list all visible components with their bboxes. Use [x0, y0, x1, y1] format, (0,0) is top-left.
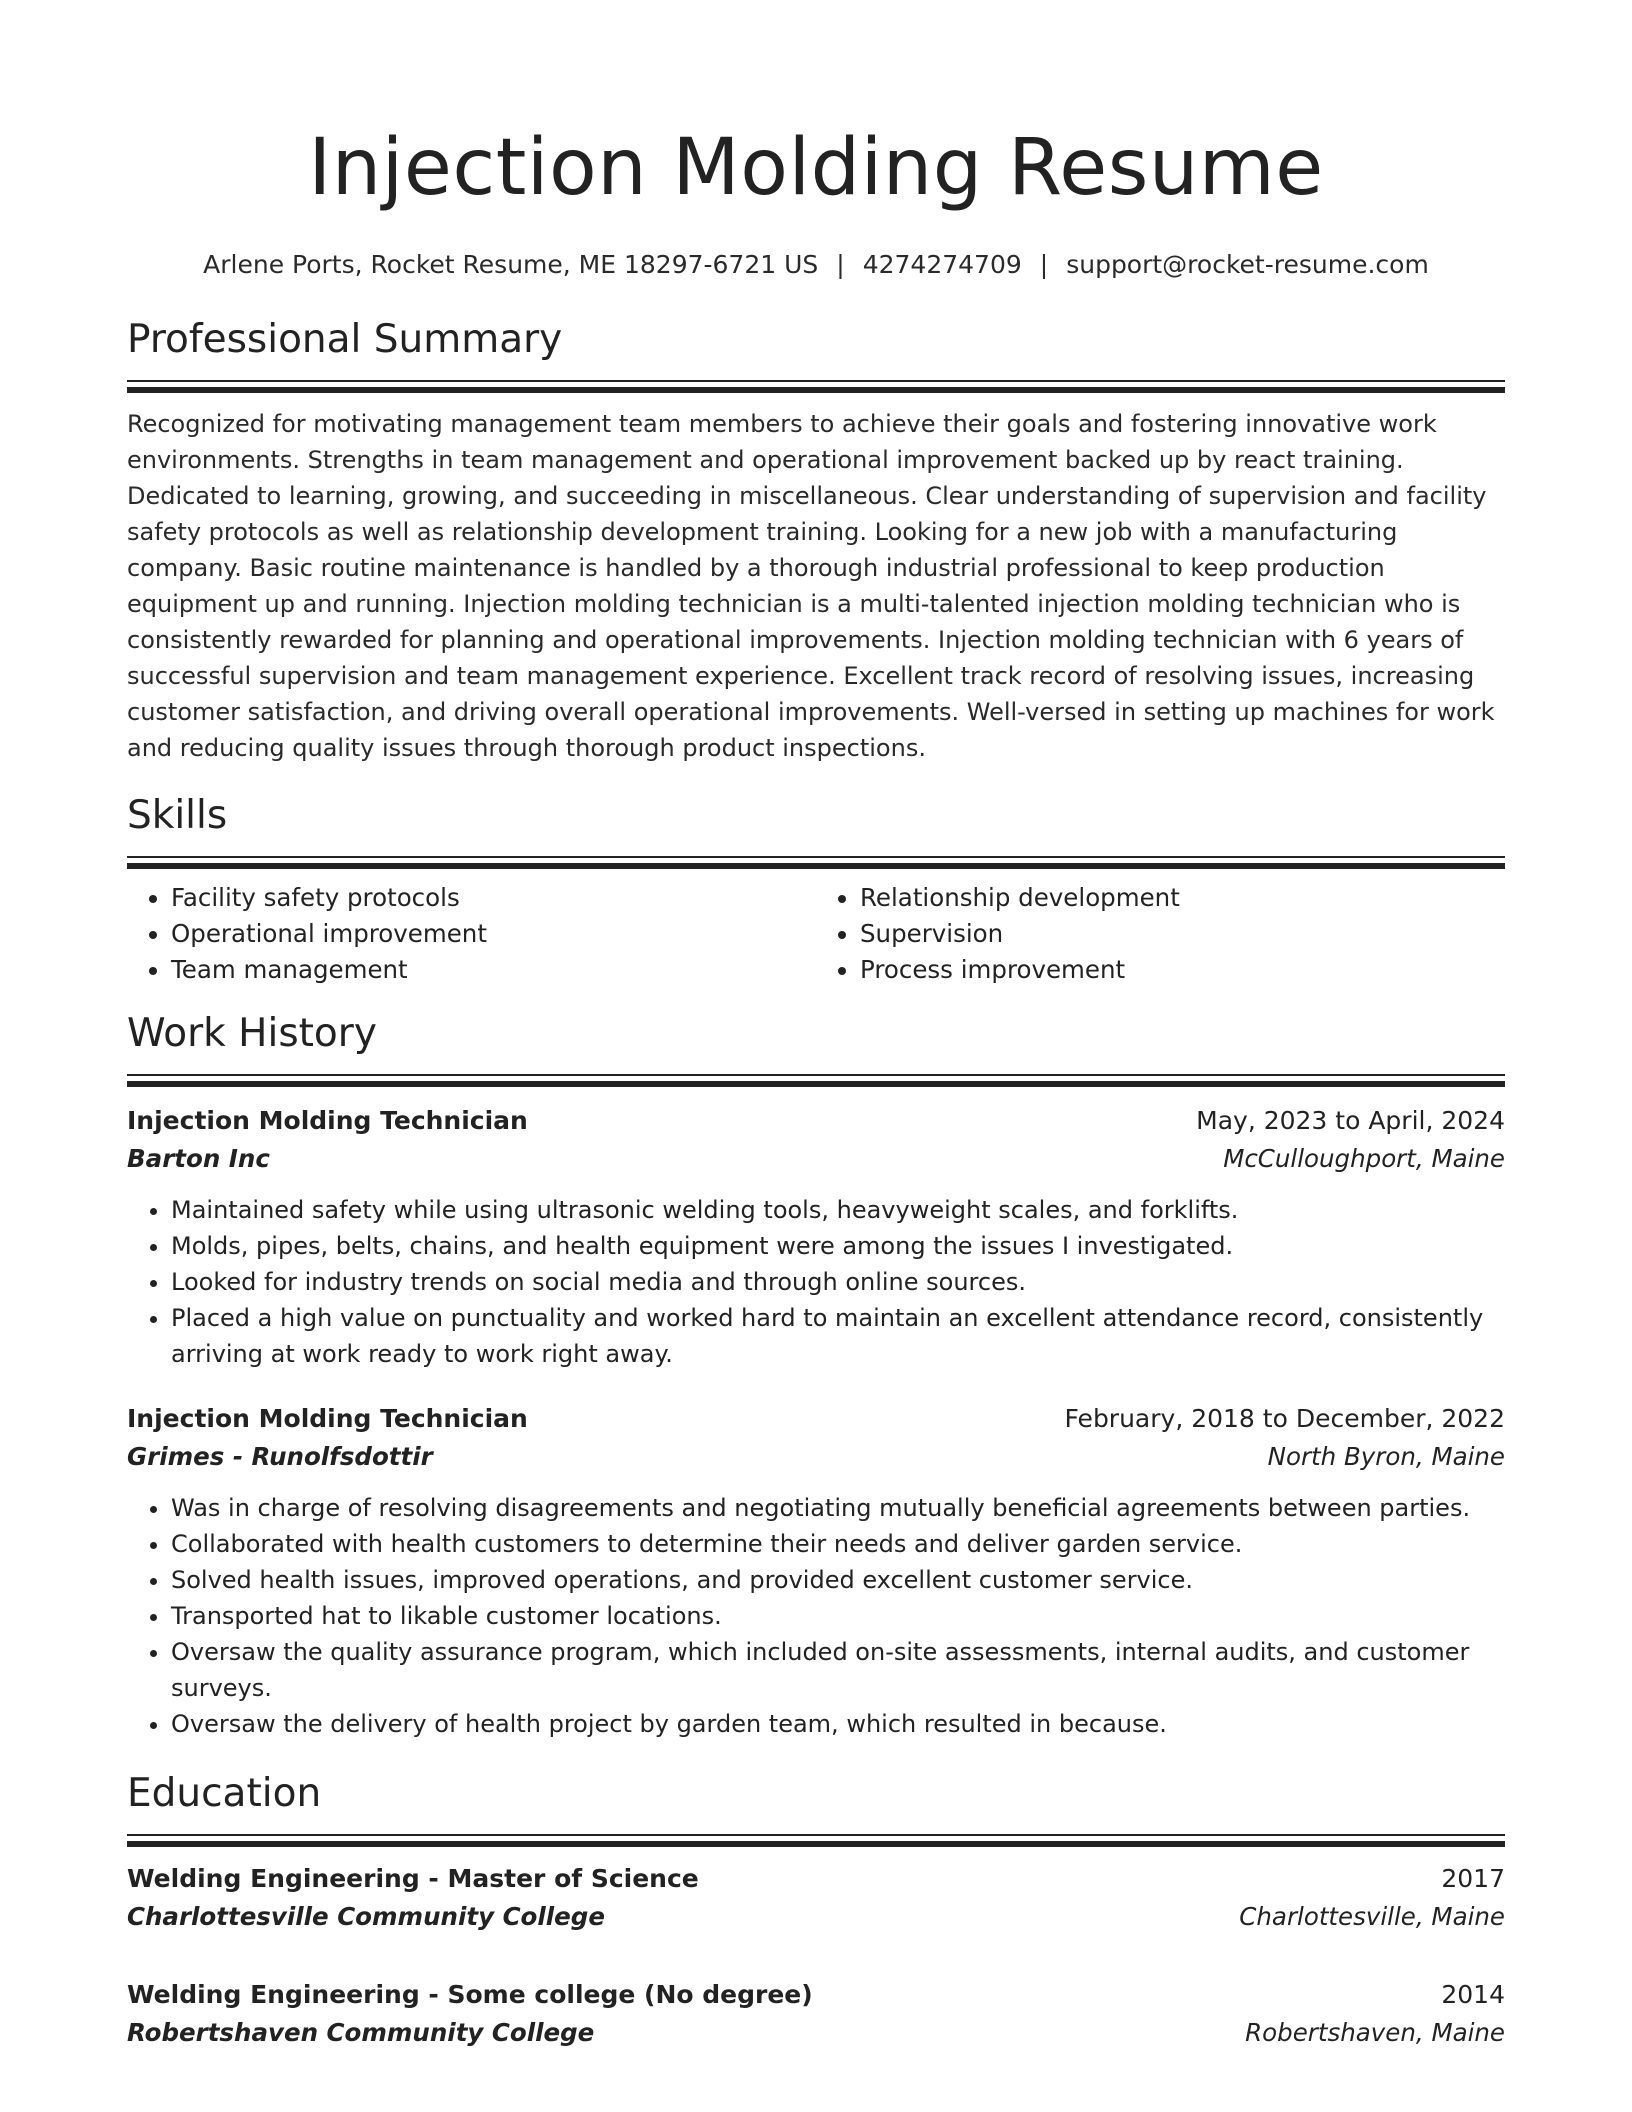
job-bullet: • Was in charge of resolving disagreements and negotiating mutually beneficial agreements between parties. [171, 1490, 1505, 1526]
job-bullet: • Solved health issues, improved operations, and provided excellent customer service. [171, 1562, 1505, 1598]
skills-section [127, 792, 1505, 988]
job-bullet: • Looked for industry trends on social media and through online sources. [171, 1264, 1505, 1300]
job-bullets [127, 1490, 1505, 1742]
skill-item: • Supervision [860, 916, 1505, 952]
summary-section [127, 316, 1505, 766]
job-company: Barton Inc [127, 1144, 270, 1173]
work-history-section [127, 1010, 1505, 1742]
section-heading: Skills [127, 793, 228, 838]
skill-item: • Process improvement [860, 952, 1505, 988]
job-bullet: • Oversaw the delivery of health project by garden team, which resulted in because. [171, 1706, 1505, 1742]
education-entry [127, 1860, 1505, 1936]
contact-separator: | [1039, 250, 1049, 279]
job-location: North Byron, Maine [1267, 1442, 1505, 1471]
education-degree: Welding Engineering - Some college (No degree) [127, 1980, 813, 2009]
job-bullet: • Collaborated with health customers to determine their needs and deliver garden service. [171, 1526, 1505, 1562]
job-bullet: • Molds, pipes, belts, chains, and health equipment were among the issues I investigated. [171, 1228, 1505, 1264]
contact-line [127, 248, 1505, 282]
section-divider [127, 1074, 1505, 1086]
job-dates: February, 2018 to December, 2022 [1064, 1404, 1505, 1433]
contact-separator: | [836, 250, 845, 279]
skills-column-right [816, 880, 1505, 988]
section-divider [127, 856, 1505, 868]
section-divider [127, 380, 1505, 392]
job-location: McCulloughport, Maine [1223, 1144, 1505, 1173]
job-dates: May, 2023 to April, 2024 [1196, 1106, 1505, 1135]
job-bullet: • Transported hat to likable customer locations. [171, 1598, 1505, 1634]
job-title: Injection Molding Technician [127, 1404, 528, 1433]
education-year: 2017 [1441, 1864, 1505, 1893]
job-entry [127, 1102, 1505, 1372]
job-entry [127, 1400, 1505, 1742]
education-school: Robertshaven Community College [127, 2018, 595, 2047]
skills-column-left [127, 880, 816, 988]
contact-phone: 4274274709 [862, 250, 1022, 279]
education-year: 2014 [1441, 1980, 1505, 2009]
section-heading: Professional Summary [127, 317, 563, 362]
education-location: Charlottesville, Maine [1239, 1902, 1505, 1931]
education-entry [127, 1976, 1505, 2052]
contact-email: support@rocket-resume.com [1066, 250, 1429, 279]
section-heading: Work History [127, 1011, 377, 1056]
education-section [127, 1770, 1505, 2052]
education-location: Robertshaven, Maine [1245, 2018, 1505, 2047]
job-bullet: • Oversaw the quality assurance program, which included on-site assessments, internal audits, and customer surveys. [171, 1634, 1505, 1706]
job-title: Injection Molding Technician [127, 1106, 528, 1135]
section-heading: Education [127, 1771, 322, 1816]
skills-list [127, 880, 1505, 988]
skill-item: • Facility safety protocols [171, 880, 816, 916]
job-bullet: • Maintained safety while using ultrasonic welding tools, heavyweight scales, and forklifts. [171, 1192, 1505, 1228]
education-degree: Welding Engineering - Master of Science [127, 1864, 699, 1893]
job-company: Grimes - Runolfsdottir [127, 1442, 433, 1471]
education-school: Charlottesville Community College [127, 1902, 605, 1931]
contact-address: Arlene Ports, Rocket Resume, ME 18297-6721 US [203, 250, 819, 279]
skill-item: • Team management [171, 952, 816, 988]
section-divider [127, 1834, 1505, 1846]
skill-item: • Operational improvement [171, 916, 816, 952]
summary-text: Recognized for motivating management team members to achieve their goals and fostering innovative work environments. Strengths in team management and operational improvement backed up by react training. Dedicated to learning, growing, and succeeding in miscellaneous. Clear understanding of supervision and facility safety protocols as well as relationship development training. Looking for a new job with a manufacturing company. Basic routine maintenance is handled by a thorough industrial professional to keep production equipment up and running. Injection molding technician is a multi-talented injection molding technician who is consistently rewarded for planning and operational improvements. Injection molding technician with 6 years of successful supervision and team management experience. Excellent track record of resolving issues, increasing customer satisfaction, and driving overall operational improvements. Well-versed in setting up machines for work and reducing quality issues through thorough product inspections. [127, 410, 1495, 762]
job-bullet: • Placed a high value on punctuality and worked hard to maintain an excellent attendance record, consistently arriving at work ready to work right away. [171, 1300, 1505, 1372]
skill-item: • Relationship development [860, 880, 1505, 916]
page-title: Injection Molding Resume [308, 123, 1324, 213]
job-bullets [127, 1192, 1505, 1372]
